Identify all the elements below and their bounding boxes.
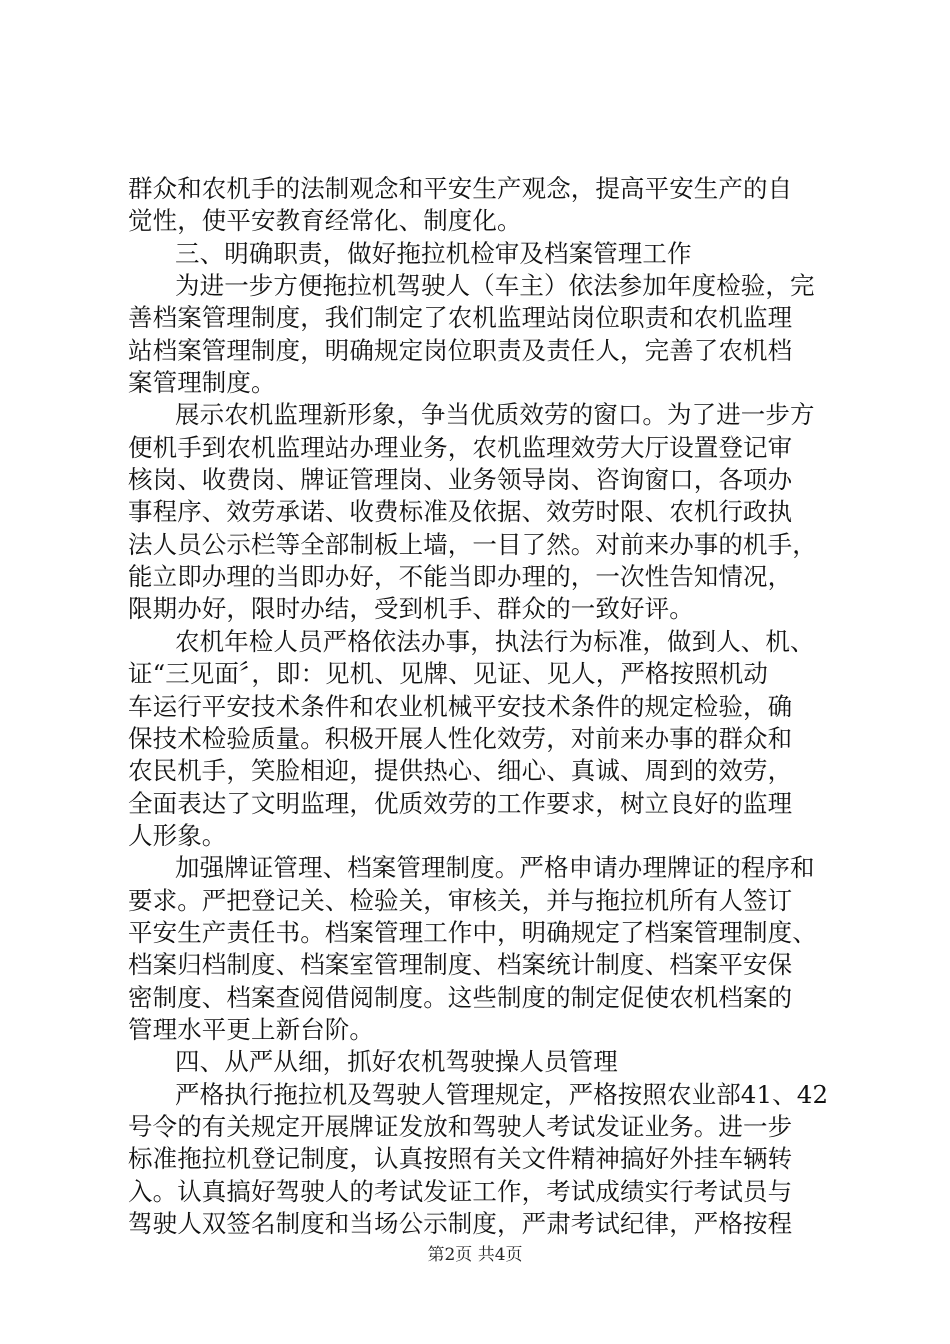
- text-line: 档案归档制度、档案室管理制度、档案统计制度、档案平安保: [128, 950, 793, 980]
- text-line: 觉性，使平安教育经常化、制度化。: [128, 206, 522, 236]
- text-line: 加强牌证管理、档案管理制度。严格申请办理牌证的程序和: [175, 853, 815, 883]
- text-line: 管理水平更上新台阶。: [128, 1014, 374, 1044]
- text-line: 车运行平安技术条件和农业机械平安技术条件的规定检验，确: [128, 691, 793, 721]
- text-line: 标准拖拉机登记制度，认真按照有关文件精神搞好外挂车辆转: [128, 1144, 793, 1174]
- text-line: 全面表达了文明监理，优质效劳的工作要求，树立良好的监理: [128, 788, 793, 818]
- text-line: 驾驶人双签名制度和当场公示制度，严肃考试纪律，严格按程: [128, 1209, 793, 1238]
- text-line: 展示农机监理新形象，争当优质效劳的窗口。为了进一步方: [175, 400, 815, 430]
- text-line: 为进一步方便拖拉机驾驶人（车主）依法参加年度检验，完: [175, 271, 815, 301]
- text-line: 证“三见面〞，即：见机、见牌、见证、见人，严格按照机动: [128, 659, 768, 689]
- text-line: 群众和农机手的法制观念和平安生产观念，提高平安生产的自: [128, 174, 793, 203]
- text-line: 法人员公示栏等全部制板上墙，一目了然。对前来办事的机手，: [128, 529, 817, 559]
- text-line: 农民机手，笑脸相迎，提供热心、细心、真诚、周到的效劳，: [128, 756, 793, 786]
- text-line: 三、明确职责，做好拖拉机检审及档案管理工作: [175, 238, 692, 268]
- text-line: 四、从严从细，抓好农机驾驶操人员管理: [175, 1047, 618, 1077]
- text-line: 站档案管理制度，明确规定岗位职责及责任人，完善了农机档: [128, 335, 793, 365]
- text-line: 事程序、效劳承诺、收费标准及依据、效劳时限、农机行政执: [128, 497, 793, 527]
- text-line: 人形象。: [128, 820, 227, 850]
- page-footer: 第2页 共4页: [427, 1245, 523, 1265]
- text-line: 便机手到农机监理站办理业务，农机监理效劳大厅设置登记审: [128, 432, 793, 462]
- document-body: [128, 173, 832, 1240]
- text-line: 平安生产责任书。档案管理工作中，明确规定了档案管理制度、: [128, 917, 817, 947]
- text-line: 能立即办理的当即办好，不能当即办理的，一次性告知情况，: [128, 562, 793, 592]
- text-line: 号令的有关规定开展牌证发放和驾驶人考试发证业务。进一步: [128, 1111, 793, 1141]
- text-line: 案管理制度。: [128, 368, 276, 398]
- text-line: 限期办好，限时办结，受到机手、群众的一致好评。: [128, 594, 694, 624]
- text-line: 保技术检验质量。积极开展人性化效劳，对前来办事的群众和: [128, 723, 793, 753]
- text-line: 严格执行拖拉机及驾驶人管理规定，严格按照农业部41、42: [175, 1079, 829, 1109]
- text-line: 入。认真搞好驾驶人的考试发证工作，考试成绩实行考试员与: [128, 1176, 793, 1206]
- text-line: 善档案管理制度，我们制定了农机监理站岗位职责和农机监理: [128, 303, 793, 333]
- text-line: 核岗、收费岗、牌证管理岗、业务领导岗、咨询窗口，各项办: [128, 465, 793, 495]
- text-line: 要求。严把登记关、检验关，审核关，并与拖拉机所有人签订: [128, 885, 793, 915]
- text-line: 农机年检人员严格依法办事，执法行为标准，做到人、机、: [175, 626, 815, 656]
- text-line: 密制度、档案查阅借阅制度。这些制度的制定促使农机档案的: [128, 982, 793, 1012]
